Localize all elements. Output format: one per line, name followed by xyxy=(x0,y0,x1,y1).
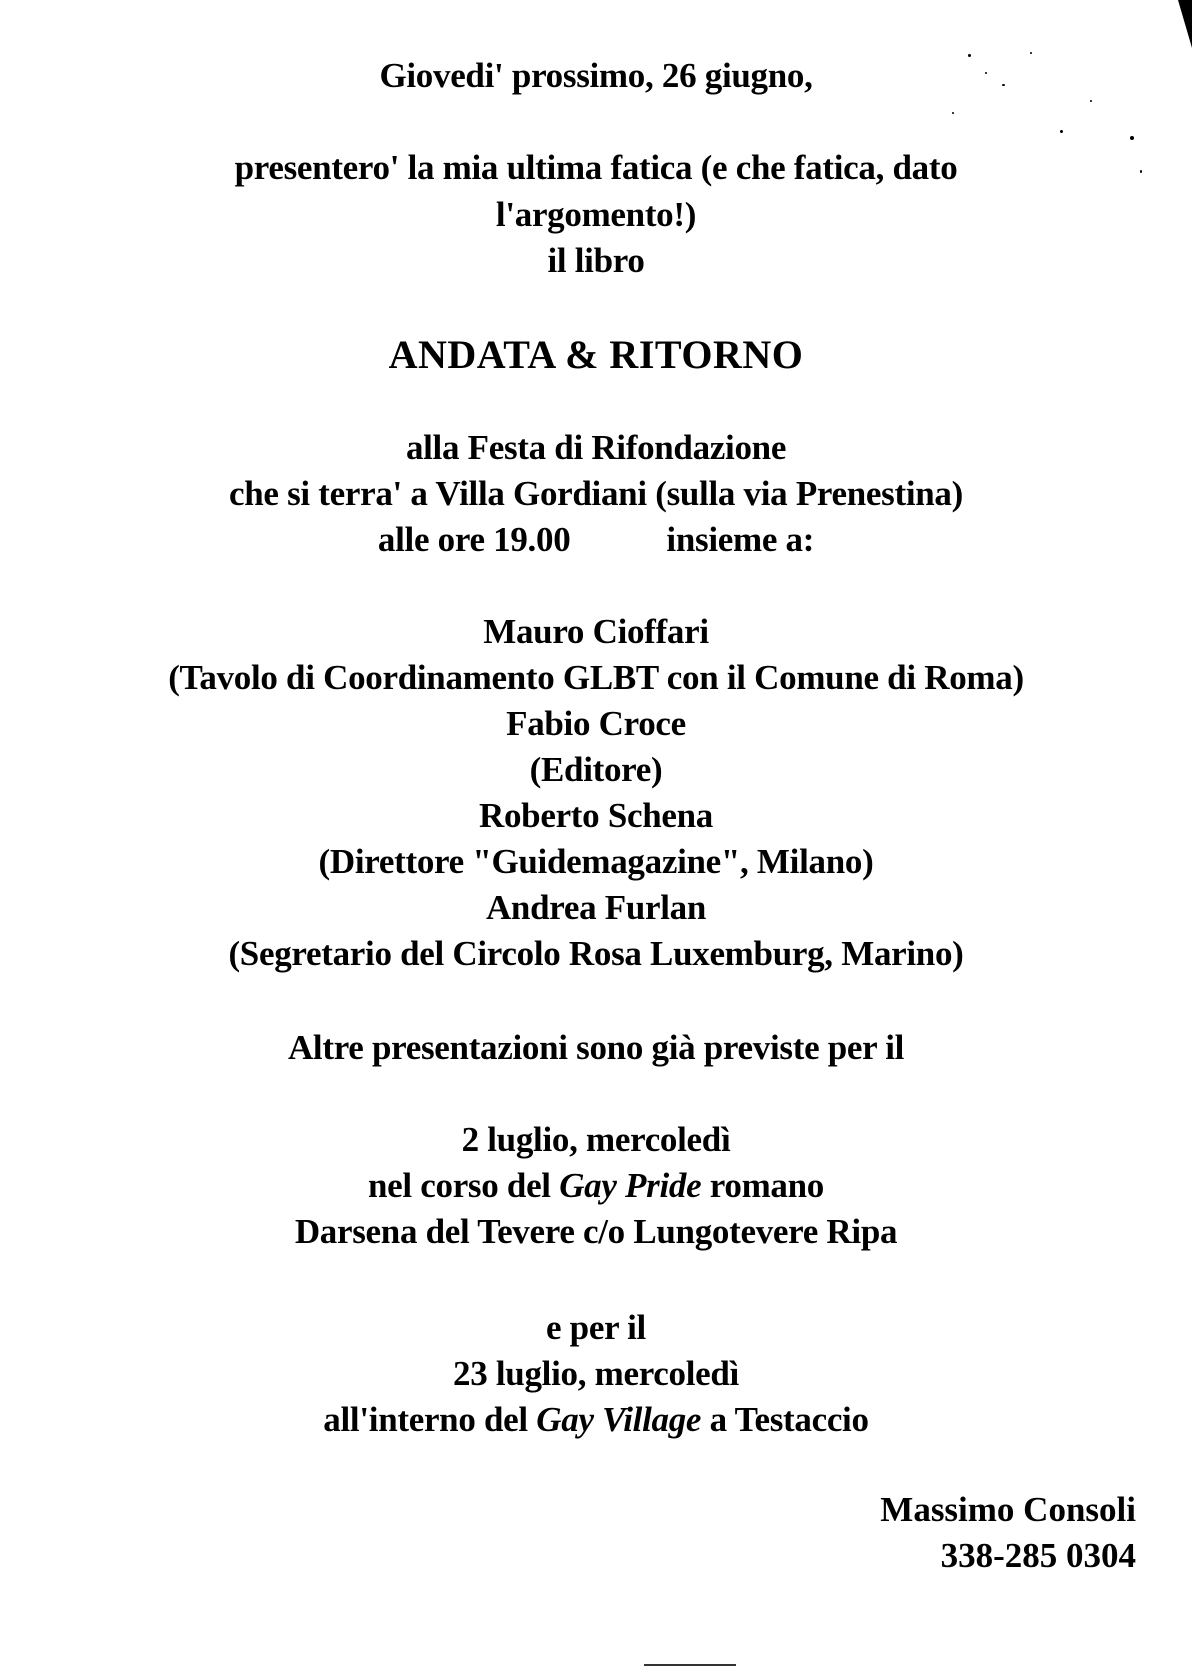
guest-role: (Editore) xyxy=(529,750,663,789)
event-time: alle ore 19.00 xyxy=(377,520,571,559)
first-presentation-location: Darsena del Tevere c/o Lungotevere Ripa xyxy=(294,1212,898,1251)
guest-role: (Direttore "Guidemagazine", Milano) xyxy=(318,842,874,881)
event-name-italic: Gay Pride xyxy=(559,1166,702,1205)
book-title: ANDATA & RITORNO xyxy=(388,332,804,377)
scan-speck xyxy=(1090,100,1092,102)
guest-name: Roberto Schena xyxy=(479,796,713,835)
guest-name: Mauro Cioffari xyxy=(483,612,709,651)
event-text: romano xyxy=(701,1166,824,1205)
event-name-italic: Gay Village xyxy=(536,1400,702,1439)
connector-text: e per il xyxy=(546,1308,646,1347)
other-presentations-heading: Altre presentazioni sono già previste per il xyxy=(287,1028,905,1067)
scan-speck xyxy=(1060,130,1063,133)
scan-speck xyxy=(952,112,954,114)
guest-role: (Tavolo di Coordinamento GLBT con il Comune di Roma) xyxy=(168,658,1024,697)
scan-corner-mark xyxy=(1178,0,1192,48)
scan-speck xyxy=(1030,52,1032,54)
venue-line-2: che si terra' a Villa Gordiani (sulla via Prenestina) xyxy=(229,474,963,513)
event-text: a Testaccio xyxy=(701,1400,869,1439)
intro-date: Giovedi' prossimo, 26 giugno, xyxy=(379,56,813,95)
together-with: insieme a: xyxy=(666,520,815,559)
signature-name: Massimo Consoli xyxy=(880,1490,1136,1529)
event-text: all'interno del xyxy=(323,1400,537,1439)
book-intro: il libro xyxy=(547,241,645,280)
guest-role: (Segretario del Circolo Rosa Luxemburg, Marino) xyxy=(228,934,964,973)
bottom-scan-rule xyxy=(644,1664,736,1666)
signature-phone: 338-285 0304 xyxy=(940,1536,1136,1575)
first-presentation-event xyxy=(0,1166,1192,1206)
venue-line-1: alla Festa di Rifondazione xyxy=(405,428,787,467)
first-presentation-date: 2 luglio, mercoledì xyxy=(461,1120,731,1159)
second-presentation-event xyxy=(0,1400,1192,1440)
presenting-line-1: presentero' la mia ultima fatica (e che fatica, dato xyxy=(234,148,958,187)
guest-name: Fabio Croce xyxy=(506,704,686,743)
presenting-line-2: l'argomento!) xyxy=(495,195,697,234)
guest-name: Andrea Furlan xyxy=(485,888,707,927)
second-presentation-date: 23 luglio, mercoledì xyxy=(453,1354,739,1393)
event-text: nel corso del xyxy=(367,1166,560,1205)
time-and-guests-line xyxy=(0,520,1192,560)
scan-speck xyxy=(1130,136,1134,140)
